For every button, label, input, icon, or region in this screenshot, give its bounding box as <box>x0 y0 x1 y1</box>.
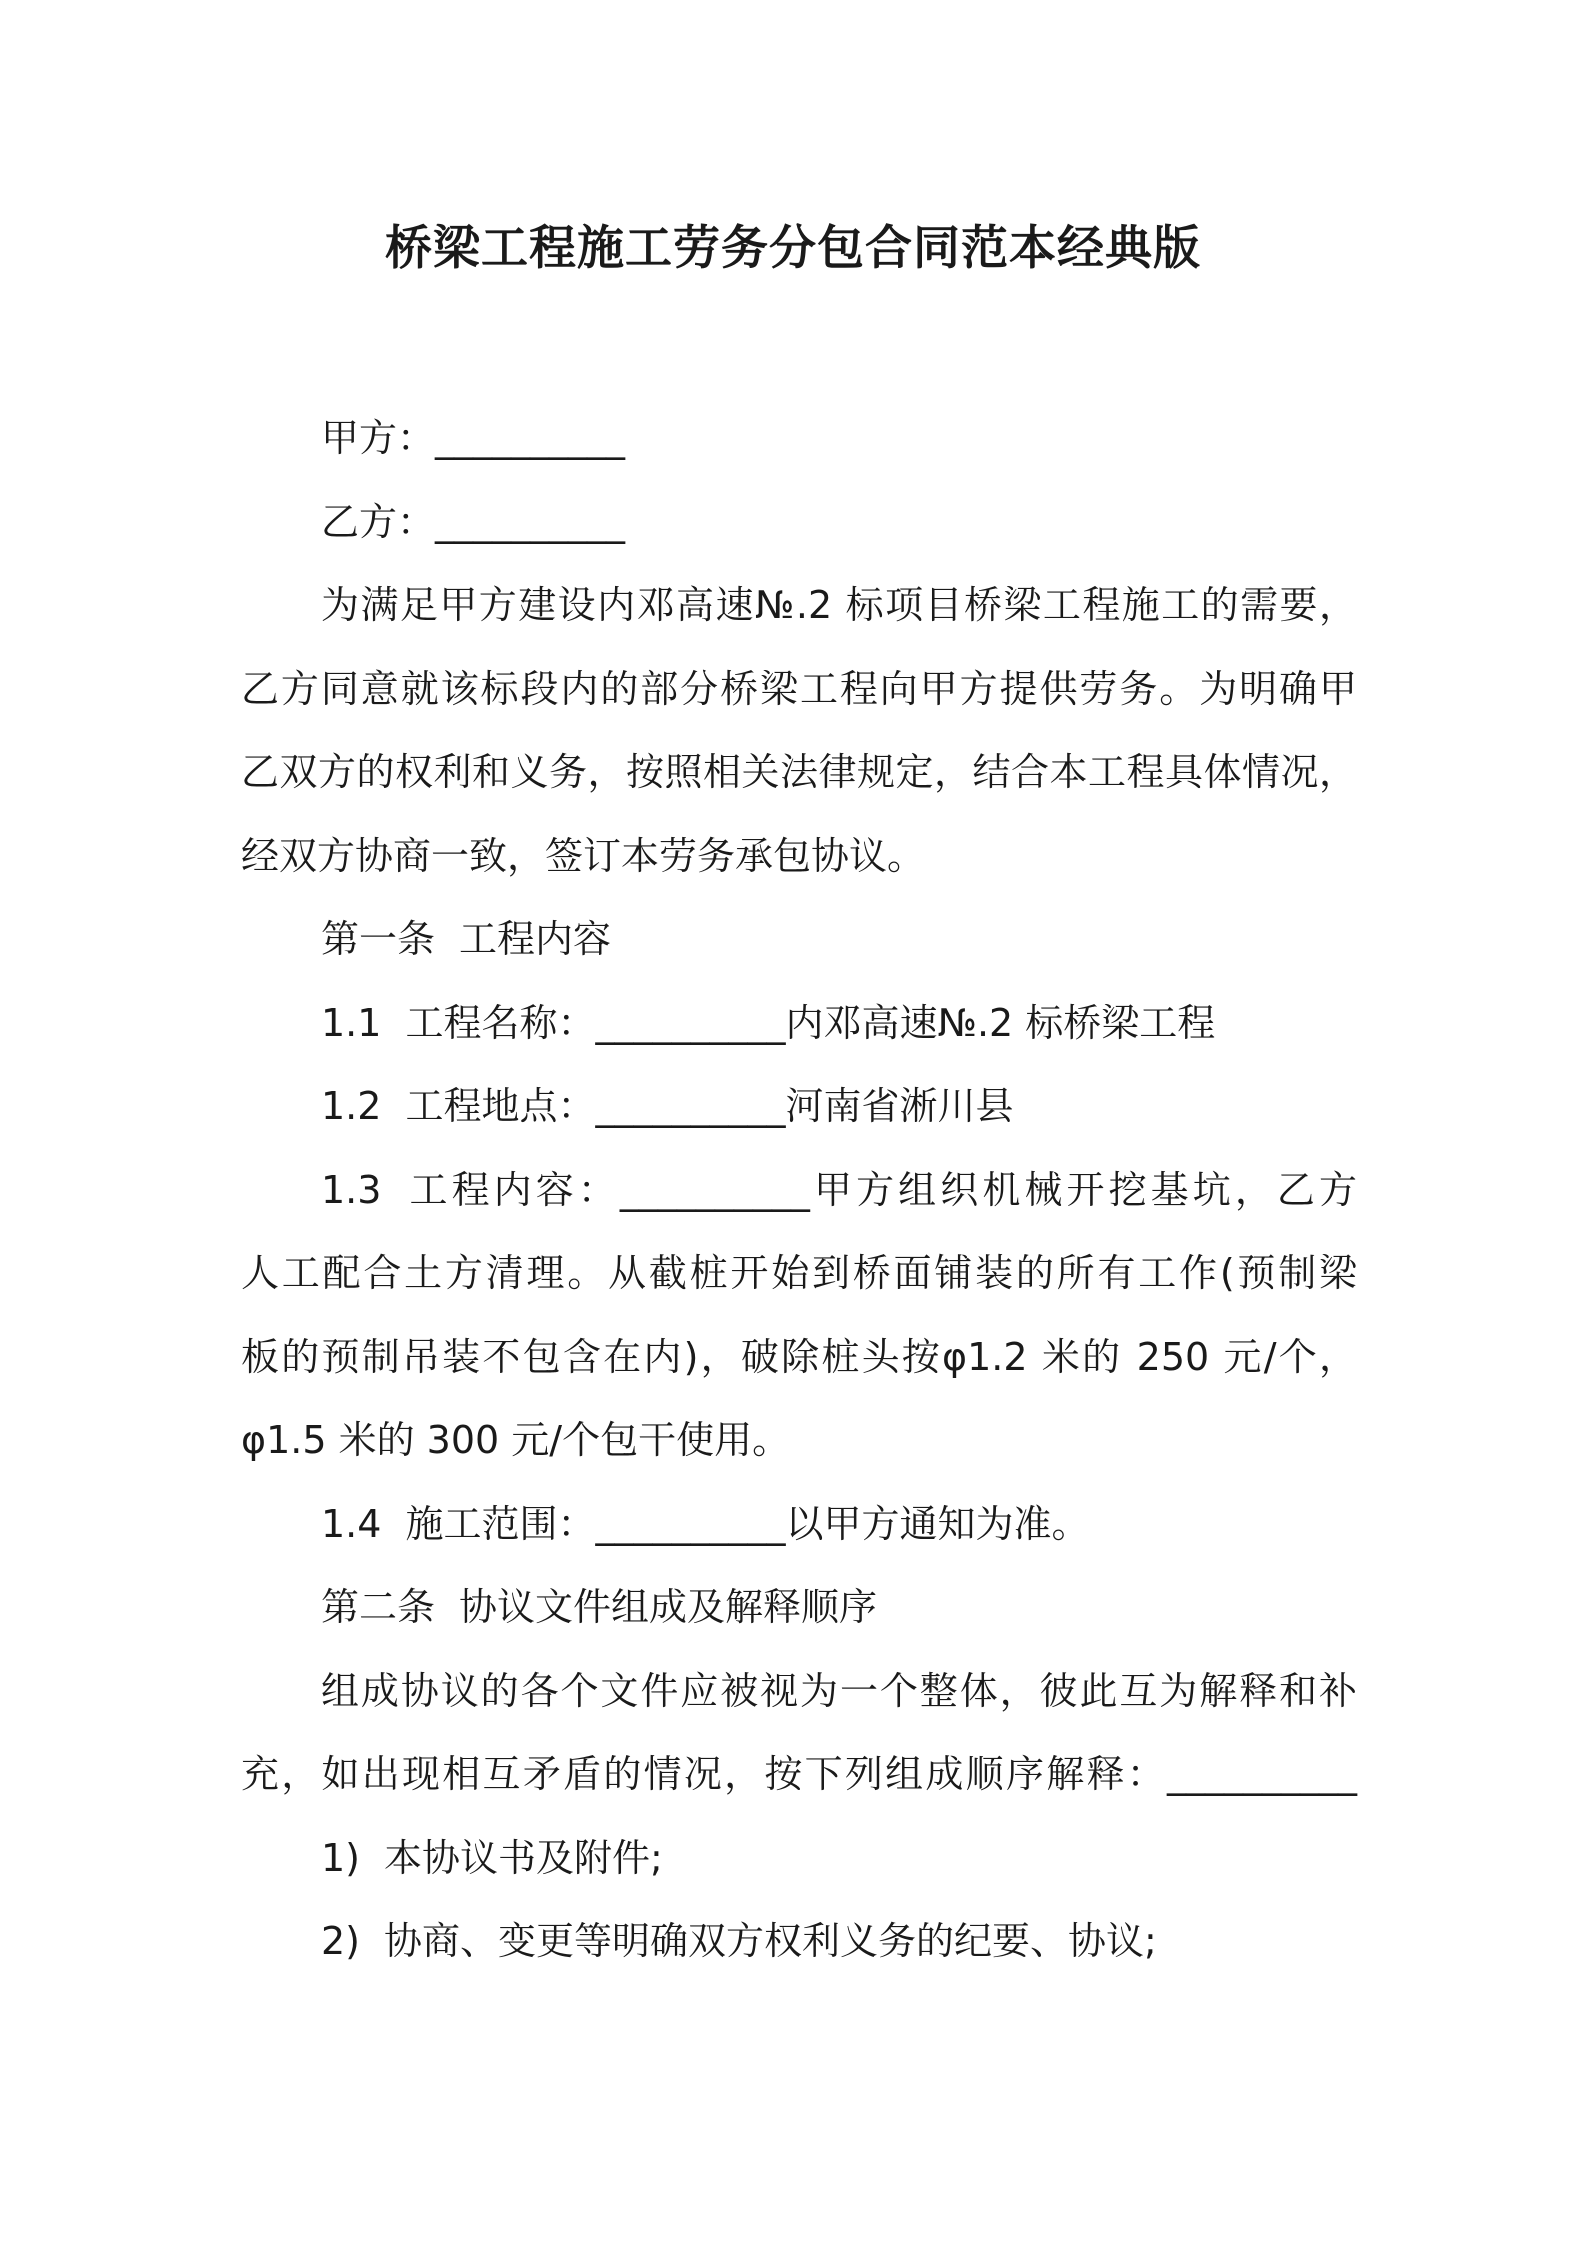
article-2-para-line-2: 充，如出现相互矛盾的情况，按下列组成顺序解释：__________ <box>241 1752 1357 1796</box>
article-1-title: 工程内容 <box>459 917 612 961</box>
party-a-line: 甲方：__________ <box>321 416 626 460</box>
list-item-1 <box>241 1817 1357 1901</box>
item-1-3-line-2: 人工配合土方清理。从截桩开始到桥面铺装的所有工作(预制梁 <box>241 1251 1357 1295</box>
list-item-2-text: 协商、变更等明确双方权利义务的纪要、协议; <box>384 1919 1157 1963</box>
item-1-1-text: 工程名称：__________内邓高速№.2 标桥梁工程 <box>405 1000 1216 1045</box>
article-1-heading <box>241 898 1357 982</box>
item-1-3-line-3: 板的预制吊装不包含在内)，破除桩头按φ1.2 米的 250 元/个， <box>241 1334 1357 1379</box>
article-2-heading <box>241 1566 1357 1650</box>
item-1-4-text: 施工范围：__________以甲方通知为准。 <box>405 1501 1090 1546</box>
article-1-number: 第一条 <box>321 917 436 961</box>
document-body <box>241 397 1357 1984</box>
item-1-2 <box>241 1065 1357 1149</box>
list-item-1-text: 本协议书及附件; <box>384 1835 663 1880</box>
article-2-para-line-1: 组成协议的各个文件应被视为一个整体，彼此互为解释和补 <box>321 1668 1357 1713</box>
list-item-1-number: 1) <box>321 1835 361 1880</box>
item-1-3-text: 工程内容：__________甲方组织机械开挖基坑，乙方 <box>405 1167 1357 1212</box>
item-1-1 <box>241 982 1357 1066</box>
item-1-3-number: 1.3 <box>321 1167 382 1212</box>
intro-line-3: 乙双方的权利和义务，按照相关法律规定，结合本工程具体情况， <box>241 750 1357 794</box>
item-1-3-line-4: φ1.5 米的 300 元/个包干使用。 <box>241 1418 791 1462</box>
article-2-number: 第二条 <box>321 1585 436 1629</box>
item-1-3 <box>241 1149 1357 1233</box>
item-1-4 <box>241 1483 1357 1567</box>
intro-line-1: 为满足甲方建设内邓高速№.2 标项目桥梁工程施工的需要， <box>321 583 1357 627</box>
item-1-2-text: 工程地点：__________河南省淅川县 <box>405 1084 1014 1128</box>
item-1-2-number: 1.2 <box>321 1084 382 1128</box>
list-item-2 <box>241 1900 1357 1984</box>
item-1-1-number: 1.1 <box>321 1000 382 1045</box>
list-item-2-number: 2) <box>321 1919 361 1963</box>
article-2-title: 协议文件组成及解释顺序 <box>459 1585 878 1629</box>
intro-line-4: 经双方协商一致，签订本劳务承包协议。 <box>241 833 926 878</box>
party-b-line: 乙方：__________ <box>321 499 626 544</box>
intro-line-2: 乙方同意就该标段内的部分桥梁工程向甲方提供劳务。为明确甲 <box>241 666 1357 711</box>
item-1-4-number: 1.4 <box>321 1501 382 1546</box>
document-title: 桥梁工程施工劳务分包合同范本经典版 <box>385 221 1201 276</box>
